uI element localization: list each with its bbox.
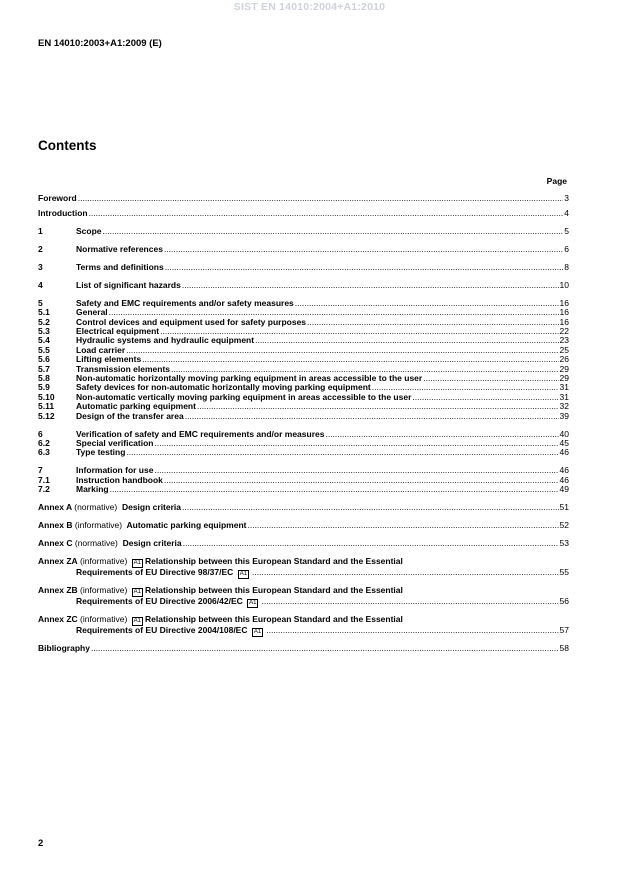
toc-entry-section[interactable] — [38, 263, 569, 272]
toc-entry-page: 49 — [559, 484, 569, 495]
toc-entry-subsection[interactable] — [38, 448, 569, 457]
toc-entry-number: 5.10 — [38, 391, 55, 402]
toc-entry-title: Marking — [76, 484, 109, 495]
toc-entry-title: Automatic parking equipment — [76, 401, 196, 412]
toc-entry-title: Information for use — [76, 465, 154, 476]
toc-entry-page: 26 — [559, 354, 569, 365]
annex-title-line2: Requirements of EU Directive 2006/42/EC — [76, 596, 243, 607]
toc-entry-page: 22 — [559, 326, 569, 337]
toc-entry-page: 4 — [564, 207, 569, 218]
annex-title-line2: Requirements of EU Directive 98/37/EC — [76, 567, 234, 578]
toc-entry-title: List of significant hazards — [76, 279, 181, 290]
toc-entry-page: 52 — [559, 520, 569, 531]
annex-title: Design criteria — [121, 502, 182, 513]
watermark: SIST EN 14010:2004+A1:2010 — [233, 1, 386, 13]
toc-entry-page: 16 — [559, 316, 569, 327]
annex-label: Annex B — [38, 520, 73, 531]
toc-entry-section[interactable] — [38, 245, 569, 254]
toc-entry-page: 32 — [559, 401, 569, 412]
annex-title-line1: Relationship between this European Standard and the Essential — [145, 556, 403, 567]
toc-entry-annex-za[interactable] — [38, 557, 569, 577]
page-column-header: Page — [546, 176, 567, 186]
annex-title-line1: Relationship between this European Standard and the Essential — [145, 614, 403, 625]
toc-entry-annex-zc[interactable] — [38, 615, 569, 635]
toc-entry-title: Electrical equipment — [76, 326, 160, 337]
toc-entry-number: 5.11 — [38, 401, 55, 412]
toc-entry-number: 5.7 — [38, 363, 50, 374]
toc-entry-number: 5 — [38, 297, 43, 308]
toc-entry-annex-zb[interactable] — [38, 586, 569, 606]
toc-entry-title: Special verification — [76, 437, 154, 448]
toc-entry-page: 58 — [559, 643, 569, 654]
annex-label: Annex C — [38, 538, 73, 549]
toc-entry-title: Normative references — [76, 243, 163, 254]
annex-kind: (informative) — [80, 614, 128, 625]
toc-entry-number: 4 — [38, 279, 43, 290]
annex-title-line1: Relationship between this European Standard and the Essential — [145, 585, 403, 596]
toc-entry-title: Scope — [76, 225, 102, 236]
toc-entry-number: 5.8 — [38, 373, 50, 384]
toc-entry-page: 39 — [559, 410, 569, 421]
annex-kind: (informative) — [80, 585, 128, 596]
toc-entry-title: Safety and EMC requirements and/or safety measures — [76, 297, 294, 308]
annex-title-line2: Requirements of EU Directive 2004/108/EC — [76, 625, 248, 636]
toc-entry-page: 51 — [559, 502, 569, 513]
toc-entry-number: 5.6 — [38, 354, 50, 365]
amendment-end-marker-icon: A1 — [239, 571, 248, 578]
annex-title: Design criteria — [122, 538, 182, 549]
toc-entry-title: Lifting elements — [76, 354, 142, 365]
toc-entry-section[interactable] — [38, 227, 569, 236]
toc-entry-section[interactable] — [38, 281, 569, 290]
toc-entry-number: 5.4 — [38, 335, 50, 346]
toc-entry-title: Type testing — [76, 447, 126, 458]
toc-entry-number: 5.5 — [38, 344, 50, 355]
toc-entry-title: Non-automatic vertically moving parking equipment in areas accessible to the user — [76, 391, 412, 402]
toc-entry-page: 16 — [559, 307, 569, 318]
toc-entry-title: Bibliography — [38, 643, 90, 654]
toc-entry-title: Terms and definitions — [76, 261, 164, 272]
annex-kind: (informative) — [80, 556, 128, 567]
annex-kind: (informative) — [74, 520, 123, 531]
annex-kind: (normative) — [74, 502, 118, 513]
toc-entry-title: Introduction — [38, 207, 88, 218]
annex-label: Annex A — [38, 502, 72, 513]
toc-entry-page: 29 — [559, 373, 569, 384]
toc-entry-subsection[interactable] — [38, 412, 569, 421]
toc-entry-page: 6 — [564, 243, 569, 254]
toc-entry-number: 6.3 — [38, 447, 50, 458]
toc-entry-number: 5.2 — [38, 316, 50, 327]
toc-entry-title: Load carrier — [76, 344, 126, 355]
toc-entry-page: 46 — [559, 474, 569, 485]
toc-entry-page: 10 — [559, 279, 569, 290]
amendment-end-marker-icon: A1 — [253, 629, 262, 636]
toc-entry-title: Control devices and equipment used for safety purposes — [76, 316, 307, 327]
toc-entry-number: 7 — [38, 465, 43, 476]
toc-entry-title: Transmission elements — [76, 363, 171, 374]
amendment-start-marker-icon: A1 — [133, 589, 141, 596]
page-title: Contents — [38, 138, 97, 153]
toc-entry-title: Foreword — [38, 193, 77, 203]
toc-entry-title: General — [76, 307, 108, 318]
toc-entry-page: 56 — [559, 596, 569, 607]
toc-entry-bibliography[interactable] — [38, 644, 569, 653]
toc-entry-subsection[interactable] — [38, 476, 569, 485]
toc-entry-page: 45 — [559, 437, 569, 448]
toc-entry-annex-a[interactable] — [38, 503, 569, 512]
toc-entry-page: 55 — [559, 567, 569, 578]
toc-entry-number: 5.9 — [38, 382, 50, 393]
toc-entry-number: 1 — [38, 225, 43, 236]
toc-entry-title: Verification of safety and EMC requirements and/or measures — [76, 428, 325, 439]
toc-entry-number: 5.3 — [38, 326, 50, 337]
amendment-end-marker-icon: A1 — [249, 600, 257, 607]
toc-entry-page: 23 — [559, 335, 569, 346]
toc-entry-page: 3 — [564, 193, 569, 203]
toc-entry-number: 3 — [38, 261, 43, 272]
toc-entry-number: 5.12 — [38, 410, 55, 421]
toc-entry-annex-b[interactable] — [38, 521, 569, 530]
toc-entry-number: 6.2 — [38, 437, 50, 448]
toc-entry-title: Hydraulic systems and hydraulic equipment — [76, 335, 255, 346]
toc-entry-page: 40 — [559, 428, 569, 439]
toc-entry-page: 5 — [564, 225, 569, 236]
annex-label: Annex ZA — [38, 556, 78, 567]
toc-entry-number: 6 — [38, 428, 43, 439]
amendment-start-marker-icon: A1 — [133, 560, 141, 567]
toc-entry-page: 31 — [559, 391, 569, 402]
toc-entry-page: 53 — [559, 538, 569, 549]
toc-entry-title: Instruction handbook — [76, 474, 163, 485]
toc-entry-page: 57 — [559, 625, 569, 636]
toc-entry-page: 29 — [559, 363, 569, 374]
toc-entry-page: 16 — [559, 297, 569, 308]
toc-entry-introduction[interactable] — [38, 209, 569, 218]
toc-entry-section[interactable] — [38, 299, 569, 308]
toc-entry-page: 31 — [559, 382, 569, 393]
toc-entry-annex-c[interactable] — [38, 539, 569, 548]
document-id: EN 14010:2003+A1:2009 (E) — [38, 38, 162, 49]
toc-entry-page: 8 — [564, 261, 569, 272]
toc-entry-title: Non-automatic horizontally moving parking equipment in areas accessible to the user — [76, 373, 423, 384]
toc-entry-title: Safety devices for non-automatic horizontally moving parking equipment — [76, 382, 371, 393]
toc-entry-number: 7.1 — [38, 474, 50, 485]
toc-entry-page: 46 — [559, 447, 569, 458]
annex-label: Annex ZC — [38, 614, 78, 625]
toc-entry-subsection[interactable] — [38, 485, 569, 494]
amendment-start-marker-icon: A1 — [133, 618, 141, 625]
toc-entry-title: Design of the transfer area — [76, 410, 184, 421]
toc-entry-foreword[interactable] — [38, 194, 569, 203]
toc-entry-page: 25 — [559, 344, 569, 355]
annex-title: Automatic parking equipment — [126, 520, 247, 531]
annex-kind: (normative) — [74, 538, 118, 549]
toc-entry-number: 2 — [38, 243, 43, 254]
toc-entry-number: 7.2 — [38, 484, 50, 495]
annex-label: Annex ZB — [38, 585, 78, 596]
toc-entry-page: 46 — [559, 465, 569, 476]
page-number: 2 — [38, 838, 44, 849]
toc-entry-number: 5.1 — [38, 307, 50, 318]
table-of-contents — [38, 194, 569, 653]
